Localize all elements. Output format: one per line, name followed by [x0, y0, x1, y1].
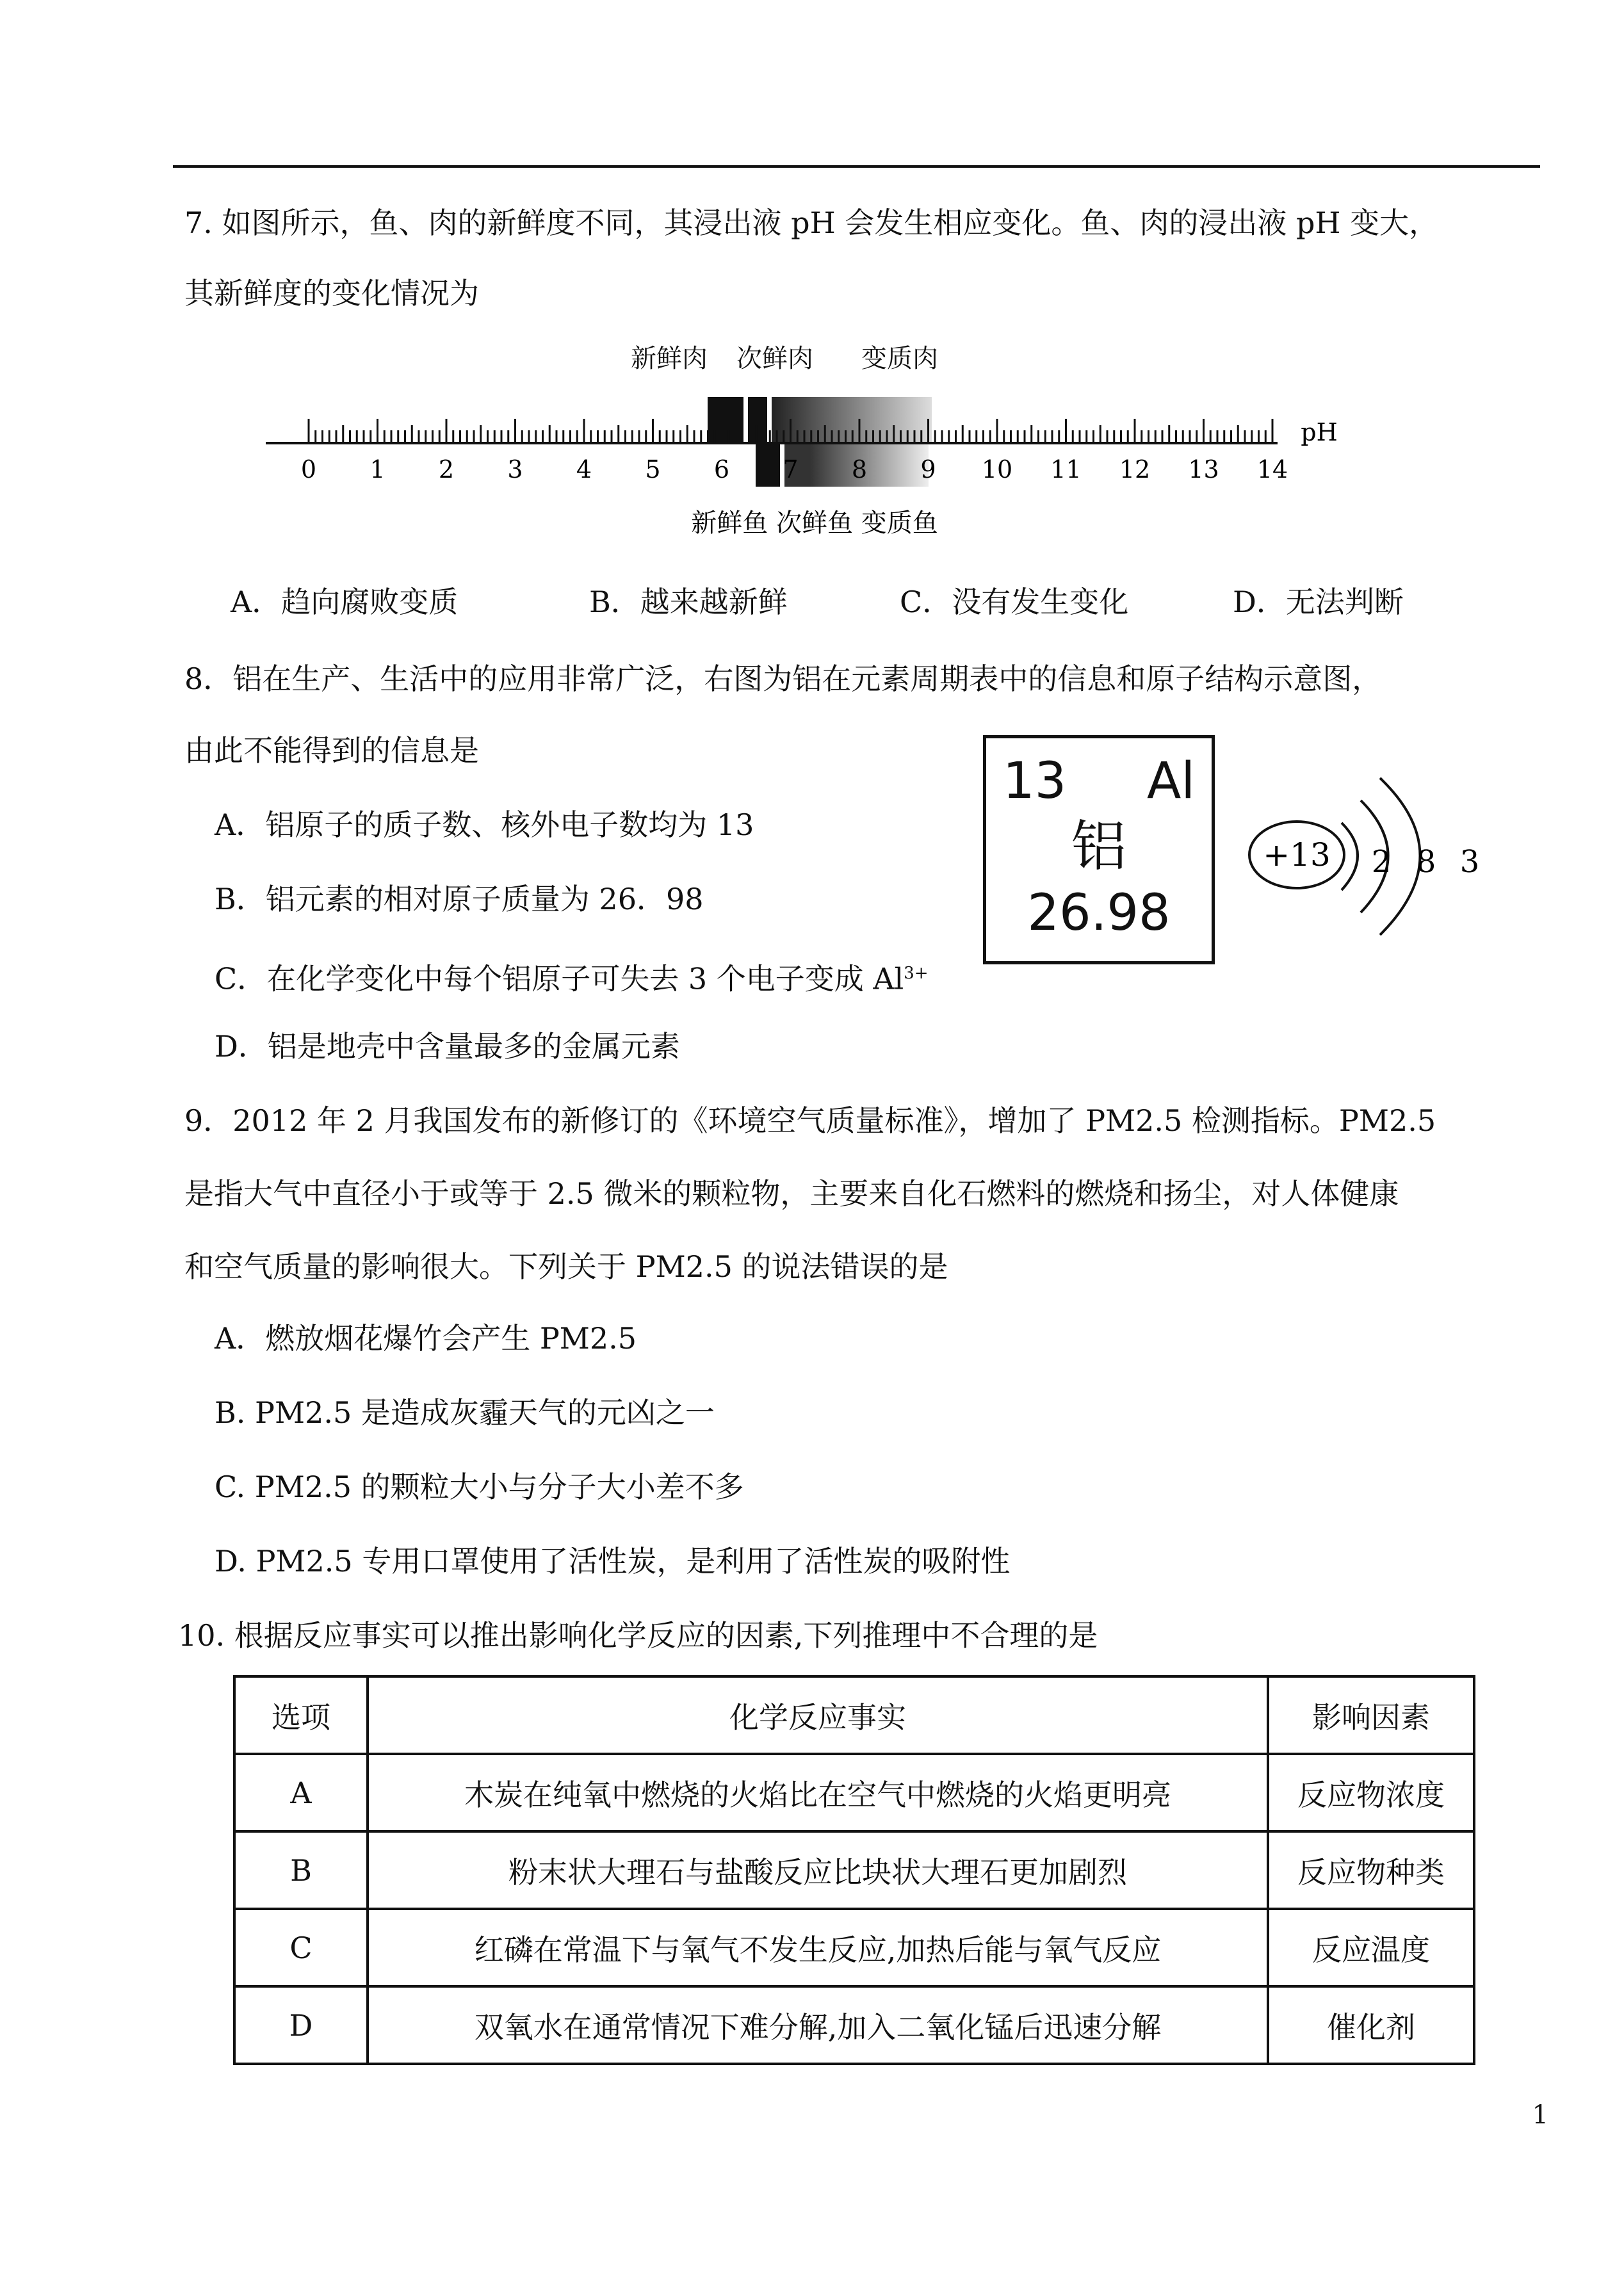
ph-tick-label: 4 — [576, 455, 592, 483]
row-factor: 反应物浓度 — [1268, 1754, 1474, 1831]
ph-tick-label: 7 — [783, 455, 799, 483]
ph-tick-label: 11 — [1050, 455, 1082, 483]
table-row — [234, 1754, 1474, 1831]
q9-stem-line1: 9．2012 年 2 月我国发布的新修订的《环境空气质量标准》，增加了 PM2.5 检测指标。PM2.5 — [184, 1103, 1436, 1138]
row-option: C — [234, 1909, 368, 1986]
ph-tick-label: 12 — [1119, 455, 1151, 483]
shell-3-electrons: 3 — [1459, 844, 1480, 880]
ph-tick-label: 0 — [300, 455, 317, 483]
ph-tick-label: 6 — [713, 455, 730, 483]
q7-option-d: D．无法判断 — [1233, 585, 1404, 619]
ph-unit-label: pH — [1301, 418, 1338, 446]
row-factor: 反应温度 — [1268, 1909, 1474, 1986]
atomic-mass: 26.98 — [1027, 884, 1171, 942]
meat-fresh-band — [708, 397, 743, 443]
q9-option-a: A．燃放烟花爆竹会产生 PM2.5 — [215, 1321, 637, 1356]
meat-label-fresh-text: 新鲜肉 — [631, 344, 708, 373]
fish-fresh-band — [756, 443, 780, 487]
fish-labels: 新鲜鱼 次鲜鱼 变质鱼 — [691, 508, 938, 538]
q7-option-a: A．趋向腐败变质 — [231, 585, 459, 619]
row-fact: 红磷在常温下与氧气不发生反应,加热后能与氧气反应 — [368, 1909, 1268, 1986]
ph-tick-label: 3 — [507, 455, 523, 483]
fish-spoiled-band — [810, 443, 929, 487]
q9-stem-line3: 和空气质量的影响很大。下列关于 PM2.5 的说法错误的是 — [184, 1249, 948, 1284]
ph-tick-label: 1 — [369, 455, 386, 483]
ph-tick-label: 13 — [1188, 455, 1219, 483]
ph-tick-label: 9 — [920, 455, 936, 483]
q8-option-c — [215, 954, 929, 998]
q7-stem-line1: 7. 如图所示，鱼、肉的新鲜度不同，其浸出液 pH 会发生相应变化。鱼、肉的浸出液 pH 变大， — [184, 206, 1439, 240]
page-number: 1 — [1532, 2100, 1548, 2130]
table-header-row — [234, 1676, 1474, 1754]
table-row — [234, 1831, 1474, 1909]
q7-option-b: B．越来越新鲜 — [589, 585, 788, 619]
q8-option-d: D．铝是地壳中含量最多的金属元素 — [215, 1029, 680, 1064]
q9-option-b: B. PM2.5 是造成灰霾天气的元凶之一 — [215, 1395, 715, 1430]
atomic-number: 13 — [1003, 752, 1067, 810]
q8-stem-line1: 8．铝在生产、生活中的应用非常广泛，右图为铝在元素周期表中的信息和原子结构示意图， — [184, 661, 1382, 696]
row-option: D — [234, 1986, 368, 2064]
periodic-table-tile — [983, 735, 1215, 964]
row-fact: 粉末状大理石与盐酸反应比块状大理石更加剧烈 — [368, 1831, 1268, 1909]
q9-option-c: C. PM2.5 的颗粒大小与分子大小差不多 — [215, 1470, 744, 1504]
header-option: 选项 — [234, 1676, 368, 1754]
atomic-structure-diagram — [1246, 762, 1489, 948]
header-factor: 影响因素 — [1268, 1676, 1474, 1754]
row-option: A — [234, 1754, 368, 1831]
meat-label-second-text: 次鲜肉 — [736, 344, 813, 373]
ph-tick-label: 8 — [851, 455, 868, 483]
ph-tick-label: 5 — [645, 455, 661, 483]
q8-option-a: A．铝原子的质子数、核外电子数均为 13 — [215, 807, 754, 842]
meat-second-band — [748, 397, 767, 443]
q8-option-b: B．铝元素的相对原子质量为 26．98 — [215, 882, 704, 916]
row-option: B — [234, 1831, 368, 1909]
q9-option-d: D. PM2.5 专用口罩使用了活性炭，是利用了活性炭的吸附性 — [215, 1544, 1011, 1578]
ph-tick-label: 14 — [1256, 455, 1288, 483]
top-rule — [173, 165, 1540, 168]
ph-tick-labels — [301, 455, 1288, 483]
shell-1-electrons: 2 — [1371, 844, 1392, 880]
reaction-factor-table — [233, 1675, 1475, 2065]
meat-label-spoiled-text: 变质肉 — [861, 344, 938, 373]
row-factor: 反应物种类 — [1268, 1831, 1474, 1909]
element-symbol: Al — [1146, 752, 1195, 810]
q9-stem-line2: 是指大气中直径小于或等于 2.5 微米的颗粒物，主要来自化石燃料的燃烧和扬尘，对人体健康 — [184, 1176, 1399, 1211]
q7-stem-line2: 其新鲜度的变化情况为 — [184, 276, 479, 311]
q7-option-c: C．没有发生变化 — [900, 585, 1129, 619]
shell-2-electrons: 8 — [1416, 844, 1436, 880]
header-fact: 化学反应事实 — [368, 1676, 1268, 1754]
row-fact: 木炭在纯氧中燃烧的火焰比在空气中燃烧的火焰更明亮 — [368, 1754, 1268, 1831]
q8-option-c-text: C．在化学变化中每个铝原子可失去 3 个电子变成 Al — [215, 961, 904, 996]
ph-minor-ticks — [309, 419, 1272, 443]
row-factor: 催化剂 — [1268, 1986, 1474, 2064]
ph-tick-label: 2 — [438, 455, 455, 483]
table-row — [234, 1909, 1474, 1986]
q8-stem-line2: 由此不能得到的信息是 — [184, 733, 479, 768]
table-row — [234, 1986, 1474, 2064]
q10-stem: 10. 根据反应事实可以推出影响化学反应的因素,下列推理中不合理的是 — [178, 1618, 1098, 1653]
al-ion-charge: 3+ — [904, 964, 929, 983]
ph-scale-diagram — [256, 384, 1370, 551]
ph-tick-label: 10 — [981, 455, 1013, 483]
element-name: 铝 — [1071, 815, 1126, 879]
row-fact: 双氧水在通常情况下难分解,加入二氧化锰后迅速分解 — [368, 1986, 1268, 2064]
nucleus-charge: +13 — [1263, 836, 1331, 873]
